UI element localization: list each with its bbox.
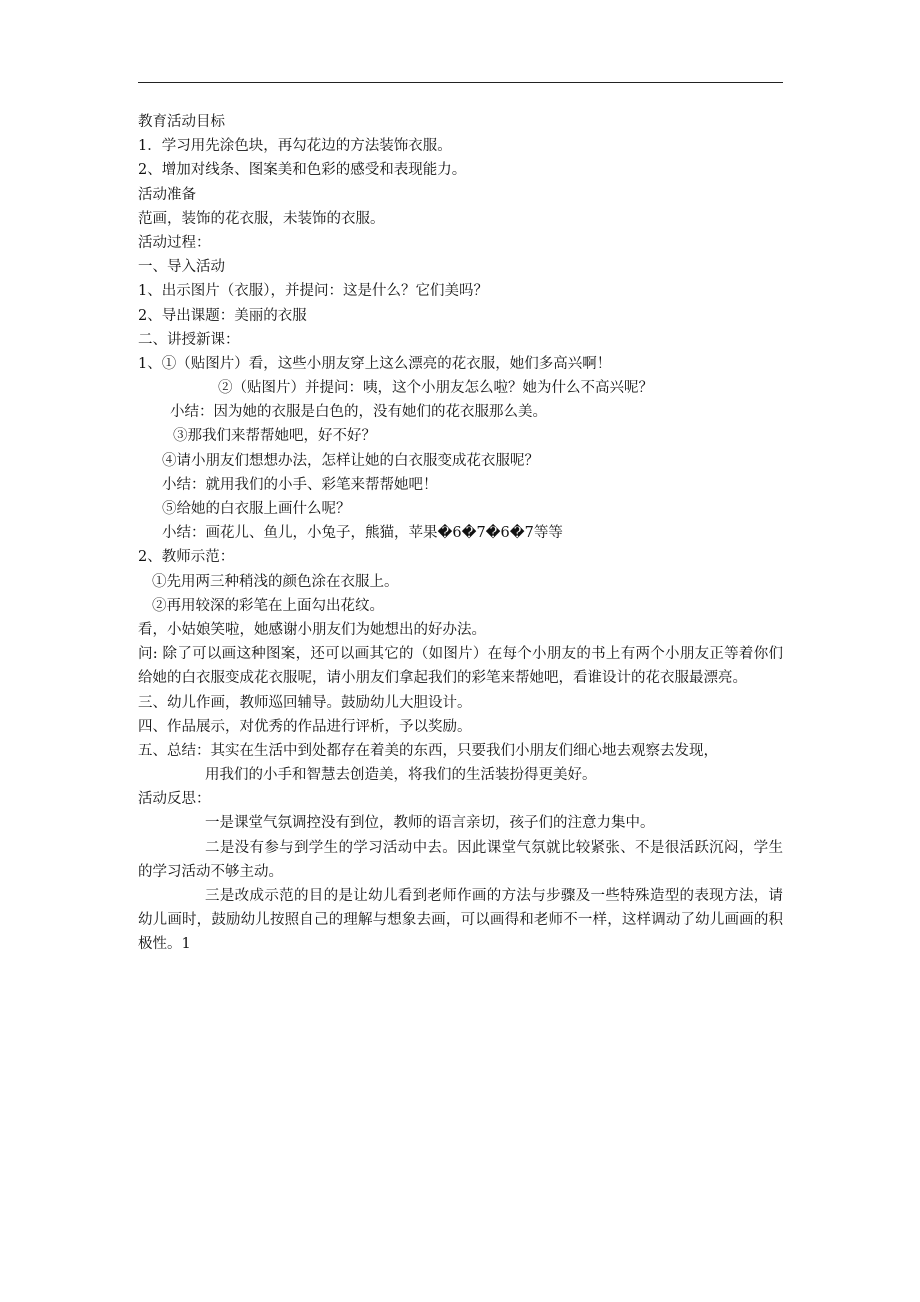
demo-result: 看，小姑娘笑啦，她感谢小朋友们为她想出的好办法。 [138, 621, 486, 638]
step-heading-summary: 五、总结：其实在生活中到处都存在着美的东西，只要我们小朋友们细心地去观察去发现， [138, 742, 718, 759]
lesson-summary-1: 小结：因为她的衣服是白色的，没有她们的花衣服那么美。 [170, 404, 547, 421]
section-heading-goals: 教育活动目标 [138, 114, 225, 130]
reflection-item-3: 三是改成示范的目的是让幼儿看到老师作画的方法与步骤及一些特殊造型的表现方法，请幼儿画时，鼓励幼儿按照自己的理解与想象去画，可以画得和老师不一样，这样调动了幼儿画画的积极性。1 [138, 888, 783, 953]
document-body [138, 110, 783, 957]
lesson-subitem-4: ④请小朋友们想想办法，怎样让她的白衣服变成花衣服呢？ [162, 452, 539, 469]
lesson-summary-2: 小结：就用我们的小手、彩笔来帮帮她吧！ [162, 476, 438, 493]
step-heading-showcase: 四、作品展示，对优秀的作品进行评析，予以奖励。 [138, 718, 472, 735]
step-heading-drawing: 三、幼儿作画，教师巡回辅导。鼓励幼儿大胆设计。 [138, 694, 472, 711]
reflection-item-1: 一是课堂气氛调控没有到位，教师的语言亲切，孩子们的注意力集中。 [205, 815, 655, 832]
demo-step-1: ①先用两三种稍浅的颜色涂在衣服上。 [152, 573, 399, 590]
section-heading-preparation: 活动准备 [138, 186, 196, 203]
goal-item-2: 2、增加对线条、图案美和色彩的感受和表现能力。 [138, 162, 467, 179]
summary-continuation: 用我们的小手和智慧去创造美，将我们的生活装扮得更美好。 [205, 767, 597, 784]
section-heading-process: 活动过程： [138, 234, 211, 251]
section-heading-reflection: 活动反思： [138, 791, 211, 808]
reflection-item-2: 二是没有参与到学生的学习活动中去。因此课堂气氛就比较紧张、不是很活跃沉闷，学生的学习活动不够主动。 [138, 839, 783, 880]
lesson-subitem-3: ③那我们来帮帮她吧，好不好？ [173, 428, 376, 445]
question-paragraph: 问: 除了可以画这种图案，还可以画其它的（如图片）在每个小朋友的书上有两个小朋友正等着你们给她的白衣服变成花衣服呢，请小朋友们拿起我们的彩笔来帮她吧，看谁设计的花衣服最漂亮。 [138, 646, 783, 687]
step-heading-intro: 一、导入活动 [138, 259, 225, 276]
lesson-summary-3: 小结：画花儿、鱼儿，小兔子，熊猫，苹果�6�7�6�7等等 [162, 525, 563, 542]
intro-item-2: 2、导出课题：美丽的衣服 [138, 307, 307, 324]
goal-item-1: 1．学习用先涂色块，再勾花边的方法装饰衣服。 [138, 138, 452, 155]
lesson-subitem-2: ②（贴图片）并提问：咦，这个小朋友怎么啦？她为什么不高兴呢？ [218, 380, 653, 397]
intro-item-1: 1、出示图片（衣服），并提问：这是什么？它们美吗？ [138, 283, 488, 300]
demo-heading: 2、教师示范： [138, 549, 235, 566]
header-rule [138, 82, 783, 83]
demo-step-2: ②再用较深的彩笔在上面勾出花纹。 [152, 597, 384, 614]
lesson-subitem-5: ⑤给她的白衣服上画什么呢？ [162, 501, 351, 517]
step-heading-lesson: 二、讲授新课： [138, 331, 240, 348]
lesson-item-1: 1、①（贴图片）看，这些小朋友穿上这么漂亮的花衣服，她们多高兴啊！ [138, 355, 612, 372]
preparation-text: 范画，装饰的花衣服，未装饰的衣服。 [138, 210, 385, 227]
